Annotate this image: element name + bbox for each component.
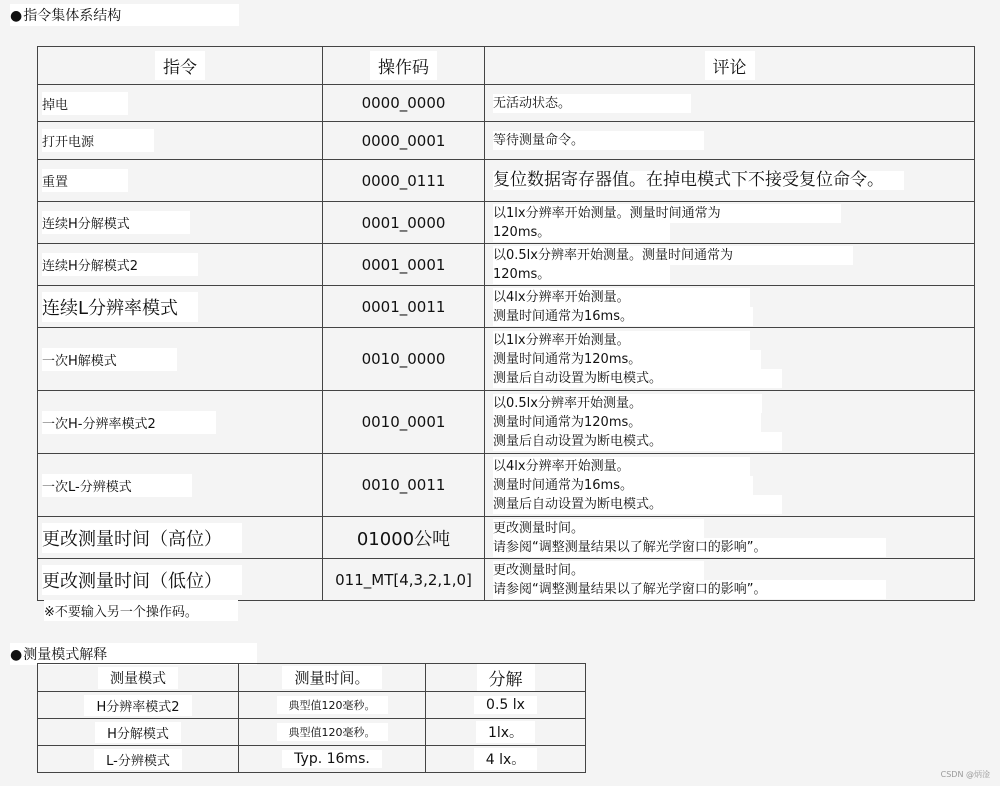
instruction-cell xyxy=(38,122,323,160)
comment-line: 以1lx分辨率开始测量。 xyxy=(493,331,750,350)
instruction-table xyxy=(37,46,975,601)
measurement-mode-table xyxy=(37,663,586,773)
comment-line: 以4lx分辨率开始测量。 xyxy=(493,288,750,307)
table-row xyxy=(38,559,975,601)
comment-cell xyxy=(485,202,975,244)
table-header-row xyxy=(38,664,586,692)
comment-line: 请参阅“调整测量结果以了解光学窗口的影响”。 xyxy=(493,538,886,557)
instruction-set-title xyxy=(10,4,239,26)
cell-text: 1lx。 xyxy=(476,721,535,743)
cell-text: 指令 xyxy=(155,51,205,80)
comment-line: 以0.5lx分辨率开始测量。测量时间通常为 xyxy=(493,246,853,265)
instruction-cell xyxy=(38,559,323,601)
cell-text: 评论 xyxy=(705,51,755,80)
comment-line: 以4lx分辨率开始测量。 xyxy=(493,457,750,476)
comment-cell xyxy=(485,328,975,391)
opcode-cell xyxy=(323,202,485,244)
comment-line: 测量时间通常为120ms。 xyxy=(493,350,761,369)
opcode-cell xyxy=(323,391,485,454)
resolution-cell xyxy=(426,719,586,746)
resolution-cell xyxy=(426,746,586,773)
comment-line: 更改测量时间。 xyxy=(493,519,704,538)
time-cell xyxy=(239,746,426,773)
opcode-cell xyxy=(323,85,485,122)
table-header-row xyxy=(38,47,975,85)
bullet-icon: ● xyxy=(10,8,23,24)
comment-line: 测量后自动设置为断电模式。 xyxy=(493,432,782,451)
cell-text: 连续H分解模式2 xyxy=(42,253,198,276)
instruction-cell xyxy=(38,160,323,202)
instruction-cell xyxy=(38,328,323,391)
opcode-note: ※不要输入另一个操作码。 xyxy=(44,600,238,621)
comment-cell xyxy=(485,244,975,286)
opcode-cell xyxy=(323,286,485,328)
instruction-cell xyxy=(38,85,323,122)
comment-line: 更改测量时间。 xyxy=(493,561,704,580)
cell-text: Typ. 16ms. xyxy=(282,750,382,768)
cell-text: 测量时间。 xyxy=(282,666,381,689)
resolution-cell xyxy=(426,692,586,719)
comment-cell xyxy=(485,559,975,601)
watermark: CSDN @炳淦 xyxy=(940,770,990,779)
opcode-cell xyxy=(323,559,485,601)
mode-cell xyxy=(38,719,239,746)
table-row xyxy=(38,746,586,773)
header-instruction xyxy=(38,47,323,85)
comment-cell xyxy=(485,286,975,328)
comment-line: 无活动状态。 xyxy=(493,94,691,113)
comment-line: 复位数据寄存器值。在掉电模式下不接受复位命令。 xyxy=(493,171,904,190)
mode-cell xyxy=(38,746,239,773)
cell-text: 掉电 xyxy=(42,92,128,115)
cell-text: 0000_0000 xyxy=(361,94,446,112)
cell-text: 打开电源 xyxy=(42,129,154,152)
table-row xyxy=(38,692,586,719)
instruction-cell xyxy=(38,454,323,517)
cell-text: 0001_0001 xyxy=(361,255,446,274)
cell-text: 一次L-分辨模式 xyxy=(42,474,192,497)
header-opcode xyxy=(323,47,485,85)
header-mode xyxy=(38,664,239,692)
opcode-cell xyxy=(323,160,485,202)
comment-line: 测量后自动设置为断电模式。 xyxy=(493,369,782,388)
cell-text: 011_MT[4,3,2,1,0] xyxy=(335,570,472,589)
instruction-cell xyxy=(38,244,323,286)
cell-text: 0010_0001 xyxy=(361,413,446,431)
comment-line: 测量后自动设置为断电模式。 xyxy=(493,495,782,514)
table-row xyxy=(38,719,586,746)
instruction-set-title-text: 指令集体系结构 xyxy=(23,8,122,24)
header-time xyxy=(239,664,426,692)
comment-cell xyxy=(485,122,975,160)
table-row xyxy=(38,244,975,286)
cell-text: 连续H分解模式 xyxy=(42,211,190,234)
instruction-cell xyxy=(38,202,323,244)
table-row xyxy=(38,328,975,391)
cell-text: 更改测量时间（高位） xyxy=(42,523,242,553)
cell-text: 0000_0111 xyxy=(361,171,446,190)
comment-line: 120ms。 xyxy=(493,265,670,284)
cell-text: 分解 xyxy=(477,664,535,691)
instruction-cell xyxy=(38,391,323,454)
time-cell xyxy=(239,692,426,719)
opcode-cell xyxy=(323,244,485,286)
table-row xyxy=(38,122,975,160)
opcode-cell xyxy=(323,122,485,160)
cell-text: 4 lx。 xyxy=(474,748,538,770)
mode-cell xyxy=(38,692,239,719)
comment-line: 等待测量命令。 xyxy=(493,131,704,150)
table-row xyxy=(38,391,975,454)
header-resolution xyxy=(426,664,586,692)
comment-cell xyxy=(485,85,975,122)
time-cell xyxy=(239,719,426,746)
opcode-cell xyxy=(323,328,485,391)
comment-cell xyxy=(485,160,975,202)
comment-line: 请参阅“调整测量结果以了解光学窗口的影响”。 xyxy=(493,580,886,599)
instruction-cell xyxy=(38,286,323,328)
comment-line: 测量时间通常为120ms。 xyxy=(493,413,761,432)
comment-line: 以0.5lx分辨率开始测量。 xyxy=(493,394,762,413)
cell-text: 重置 xyxy=(42,169,128,192)
cell-text: 0.5 lx xyxy=(474,696,537,714)
cell-text: 典型值120毫秒。 xyxy=(277,723,388,741)
cell-text: 01000公吨 xyxy=(356,528,451,550)
cell-text: 一次H-分辨率模式2 xyxy=(42,411,216,434)
comment-cell xyxy=(485,391,975,454)
cell-text: 0000_0001 xyxy=(361,131,446,150)
comment-line: 测量时间通常为16ms。 xyxy=(493,307,753,326)
comment-line: 以1lx分辨率开始测量。测量时间通常为 xyxy=(493,204,841,223)
header-comment xyxy=(485,47,975,85)
comment-line: 120ms。 xyxy=(493,223,670,242)
table-row xyxy=(38,160,975,202)
cell-text: 连续L分辨率模式 xyxy=(42,292,198,322)
comment-cell xyxy=(485,517,975,559)
table-row xyxy=(38,85,975,122)
table-row xyxy=(38,517,975,559)
opcode-cell xyxy=(323,454,485,517)
cell-text: H分辨率模式2 xyxy=(84,695,191,716)
cell-text: 0001_0011 xyxy=(361,297,446,316)
measurement-mode-title-text: 测量模式解释 xyxy=(23,647,108,663)
comment-line: 测量时间通常为16ms。 xyxy=(493,476,753,495)
cell-text: 0001_0000 xyxy=(361,213,446,232)
comment-cell xyxy=(485,454,975,517)
cell-text: L-分辨模式 xyxy=(94,749,182,770)
cell-text: 0010_0000 xyxy=(361,350,446,368)
cell-text: 典型值120毫秒。 xyxy=(277,696,388,714)
cell-text: H分解模式 xyxy=(95,722,181,743)
cell-text: 操作码 xyxy=(370,51,437,80)
cell-text: 测量模式 xyxy=(98,667,178,689)
table-row xyxy=(38,286,975,328)
cell-text: 更改测量时间（低位） xyxy=(42,565,242,595)
table-row xyxy=(38,454,975,517)
opcode-cell xyxy=(323,517,485,559)
measurement-mode-title xyxy=(10,643,257,665)
instruction-cell xyxy=(38,517,323,559)
table-row xyxy=(38,202,975,244)
cell-text: 一次H解模式 xyxy=(42,348,177,371)
cell-text: 0010_0011 xyxy=(361,476,446,494)
bullet-icon: ● xyxy=(10,647,23,663)
